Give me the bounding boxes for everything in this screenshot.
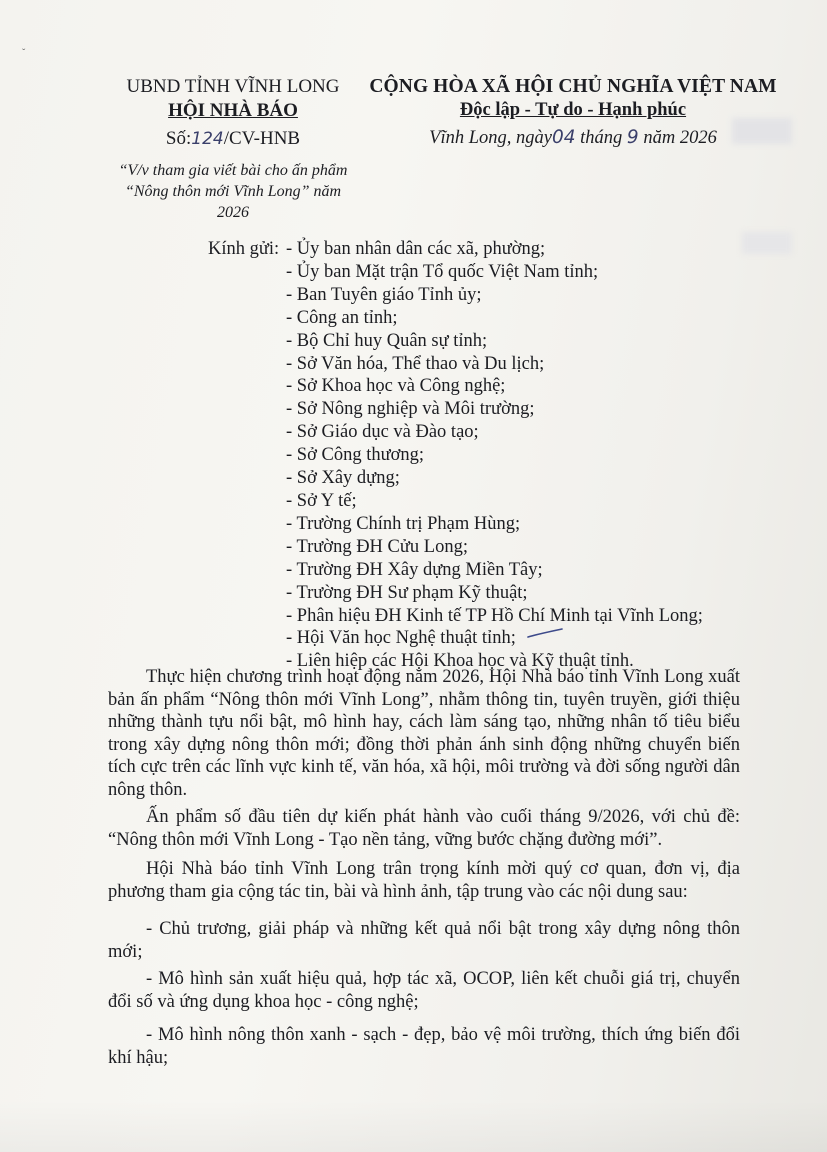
national-title: CỘNG HÒA XÃ HỘI CHỦ NGHĨA VIỆT NAM <box>369 76 777 97</box>
recipient-item: - Sở Công thương; <box>286 445 425 466</box>
redaction-blur <box>742 232 792 254</box>
recipients-label: Kính gửi: <box>208 239 280 259</box>
issuer-header <box>108 76 358 223</box>
content-bullet: - Mô hình nông thôn xanh - sạch - đẹp, bảo vệ môi trường, thích ứng biến đổi khí hậu; <box>108 1025 740 1068</box>
recipient-item: - Sở Khoa học và Công nghệ; <box>286 376 506 397</box>
issuer-authority: UBND TỈNH VĨNH LONG <box>126 76 340 97</box>
issuer-organization: HỘI NHÀ BÁO <box>168 100 298 121</box>
recipient-item: - Sở Nông nghiệp và Môi trường; <box>286 399 535 420</box>
recipient-item: - Công an tỉnh; <box>286 307 398 328</box>
content-bullet: - Mô hình sản xuất hiệu quả, hợp tác xã, OCOP, liên kết chuỗi giá trị, chuyển đổi số và ứng dụng khoa học - công nghệ; <box>108 969 740 1012</box>
document-number <box>108 128 358 150</box>
date-month-handwritten: 9 <box>626 127 639 148</box>
document-subject: “V/v tham gia viết bài cho ấn phẩm “Nông thôn mới Vĩnh Long” năm 2026 <box>118 162 348 221</box>
body-paragraph-issue: Ấn phẩm số đầu tiên dự kiến phát hành vào cuối tháng 9/2026, với chủ đề: “Nông thôn mới Vĩnh Long - Tạo nền tảng, vững bước chặng đường mới”. <box>108 807 740 850</box>
redaction-blur <box>732 118 792 144</box>
body-paragraph-invitation: Hội Nhà báo tỉnh Vĩnh Long trân trọng kính mời quý cơ quan, đơn vị, địa phương tham gia cộng tác tin, bài và hình ảnh, tập trung vào các nội dung sau: <box>108 859 740 902</box>
recipient-item: - Ủy ban nhân dân các xã, phường; <box>286 239 546 259</box>
recipient-item: - Trường ĐH Xây dựng Miền Tây; <box>286 559 543 580</box>
recipient-item: - Ban Tuyên giáo Tỉnh ủy; <box>286 284 482 305</box>
recipient-item: - Sở Y tế; <box>286 490 357 511</box>
recipient-item: - Trường Chính trị Phạm Hùng; <box>286 513 521 534</box>
recipient-item: - Phân hiệu ĐH Kinh tế TP Hồ Chí Minh tại Vĩnh Long; <box>286 605 703 626</box>
document-date <box>368 127 778 149</box>
recipient-item: - Liên hiệp các Hội Khoa học và Kỹ thuật tỉnh. <box>286 651 634 672</box>
doc-number-handwritten: 124 <box>191 129 224 149</box>
date-suffix: năm 2026 <box>638 128 717 148</box>
recipient-item: - Sở Xây dựng; <box>286 468 400 489</box>
body-paragraph-intro: Thực hiện chương trình hoạt động năm 2026, Hội Nhà báo tỉnh Vĩnh Long xuất bản ấn phẩm “Nông thôn mới Vĩnh Long”, nhằm thông tin, tuyên truyền, giới thiệu những thành tựu nổi bật, mô hình hay, cách làm sáng tạo, những nhân tố tiêu biểu trong xây dựng nông thôn mới; đồng thời phản ánh sinh động những chuyển biến tích cực trên các lĩnh vực kinh tế, văn hóa, xã hội, môi trường và đời sống người dân nông thôn. <box>108 667 740 800</box>
recipient-item: - Trường ĐH Cửu Long; <box>286 536 468 557</box>
recipient-item: - Hội Văn học Nghệ thuật tỉnh; <box>286 628 516 649</box>
national-motto: Độc lập - Tự do - Hạnh phúc <box>459 100 687 120</box>
doc-number-prefix: Số: <box>165 128 192 149</box>
national-header <box>368 76 778 149</box>
date-prefix: Vĩnh Long, ngày <box>429 128 552 148</box>
content-bullet: - Chủ trương, giải pháp và những kết quả nổi bật trong xây dựng nông thôn mới; <box>108 919 740 962</box>
date-day-handwritten: 04 <box>551 127 576 148</box>
doc-number-suffix: /CV-HNB <box>223 128 301 149</box>
recipient-item: - Sở Văn hóa, Thể thao và Du lịch; <box>286 353 545 374</box>
page-shadow <box>0 1100 827 1152</box>
date-mid: tháng <box>575 128 627 148</box>
recipient-item: - Sở Giáo dục và Đào tạo; <box>286 422 479 443</box>
corner-pen-mark: ˇ <box>22 48 26 59</box>
recipient-item: - Ủy ban Mặt trận Tổ quốc Việt Nam tỉnh; <box>286 261 599 282</box>
recipients-list <box>286 238 703 673</box>
recipient-item: - Trường ĐH Sư phạm Kỹ thuật; <box>286 582 528 603</box>
recipient-item: - Bộ Chỉ huy Quân sự tỉnh; <box>286 330 488 351</box>
pen-stroke-icon <box>526 626 564 640</box>
